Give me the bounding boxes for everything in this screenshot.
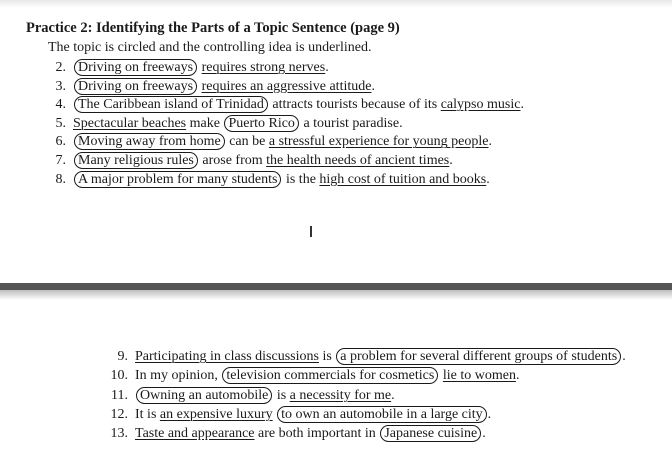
sentence-text: . <box>482 426 486 442</box>
answer-item <box>46 116 403 132</box>
underlined-controlling-idea: lie to women <box>442 368 516 384</box>
item-number: 3. <box>55 78 66 94</box>
sentence-text: . <box>488 134 492 150</box>
underlined-controlling-idea: the health needs of ancient times <box>266 153 450 168</box>
underlined-controlling-idea: a necessity for me <box>289 387 392 403</box>
underlined-controlling-idea: Participating in class discussions <box>135 349 319 364</box>
circled-topic: to own an automobile in a large city <box>277 406 487 423</box>
answer-item <box>105 426 486 442</box>
sentence-text: a tourist paradise. <box>299 115 403 131</box>
circled-topic: television commercials for cosmetics <box>222 367 438 384</box>
item-number: 4. <box>55 97 66 113</box>
sentence-text: It is <box>135 406 160 422</box>
circled-topic: Driving on freeways <box>74 78 197 95</box>
sentence-text: arose from <box>198 153 267 168</box>
answer-item <box>46 153 453 169</box>
sentence-text: can be <box>225 134 269 150</box>
sentence-text: are both important in <box>254 426 380 442</box>
answer-item <box>46 79 375 95</box>
item-number: 10. <box>110 368 128 384</box>
sentence-text: . <box>449 153 453 168</box>
sentence-text <box>273 407 277 422</box>
sentence-text: In my opinion, <box>135 368 222 384</box>
item-number: 8. <box>55 171 66 187</box>
top-shadow <box>0 0 672 8</box>
answer-item <box>46 172 490 188</box>
circled-topic: Owning an automobile <box>136 387 272 404</box>
underlined-controlling-idea: high cost of tuition and books <box>319 171 487 187</box>
sentence-text: . <box>487 406 492 422</box>
instruction-text: The topic is circled and the controlling idea is underlined. <box>48 40 372 55</box>
sentence-text: attracts tourists because of its <box>268 97 441 113</box>
circled-topic: Japanese cuisine <box>380 425 481 442</box>
circled-topic: Many religious rules <box>74 152 198 169</box>
answer-item <box>105 349 626 365</box>
sentence-text: is <box>273 387 290 403</box>
circled-topic: The Caribbean island of Trinidad <box>74 96 268 113</box>
item-number: 7. <box>55 153 66 168</box>
sentence-text: . <box>391 387 395 403</box>
sentence-text: . <box>325 60 329 75</box>
circled-topic: Moving away from home <box>74 133 225 150</box>
sentence-text: . <box>486 171 490 187</box>
answer-item <box>105 388 395 404</box>
page-title: Practice 2: Identifying the Parts of a Topic Sentence (page 9) <box>26 20 400 36</box>
sentence-text: . <box>622 349 626 364</box>
sentence-text: . <box>520 97 524 113</box>
underlined-controlling-idea: Taste and appearance <box>135 426 255 442</box>
underlined-controlling-idea: a stressful experience for young people <box>268 134 489 150</box>
item-number: 12. <box>110 406 128 422</box>
sentence-text: . <box>515 368 520 384</box>
underlined-controlling-idea: calypso music <box>440 97 521 113</box>
text-cursor <box>310 226 312 237</box>
circled-topic: Puerto Rico <box>224 115 299 132</box>
item-number: 5. <box>55 115 66 131</box>
item-number: 9. <box>117 349 128 364</box>
sentence-text: is <box>318 349 336 364</box>
item-number: 6. <box>55 134 66 150</box>
underlined-controlling-idea: an expensive luxury <box>159 406 273 422</box>
circled-topic: a problem for several different groups of students <box>336 348 621 365</box>
circled-topic: Driving on freeways <box>74 59 197 76</box>
circled-topic: A major problem for many students <box>74 171 281 188</box>
answer-item <box>46 134 492 150</box>
page-divider <box>0 283 672 290</box>
answer-item <box>105 407 491 423</box>
answer-item <box>105 368 519 384</box>
underlined-controlling-idea: requires strong nerves <box>201 60 326 75</box>
sentence-text: . <box>371 78 375 94</box>
sentence-text: is the <box>282 171 320 187</box>
answer-item <box>46 97 524 113</box>
item-number: 11. <box>111 387 128 403</box>
underlined-controlling-idea: Spectacular beaches <box>73 115 187 131</box>
sentence-text: make <box>186 115 224 131</box>
underlined-controlling-idea: requires an aggressive attitude <box>201 78 372 94</box>
item-number: 13. <box>110 426 128 442</box>
answer-item <box>46 60 329 76</box>
page-divider-shadow <box>0 290 672 300</box>
item-number: 2. <box>55 60 66 75</box>
